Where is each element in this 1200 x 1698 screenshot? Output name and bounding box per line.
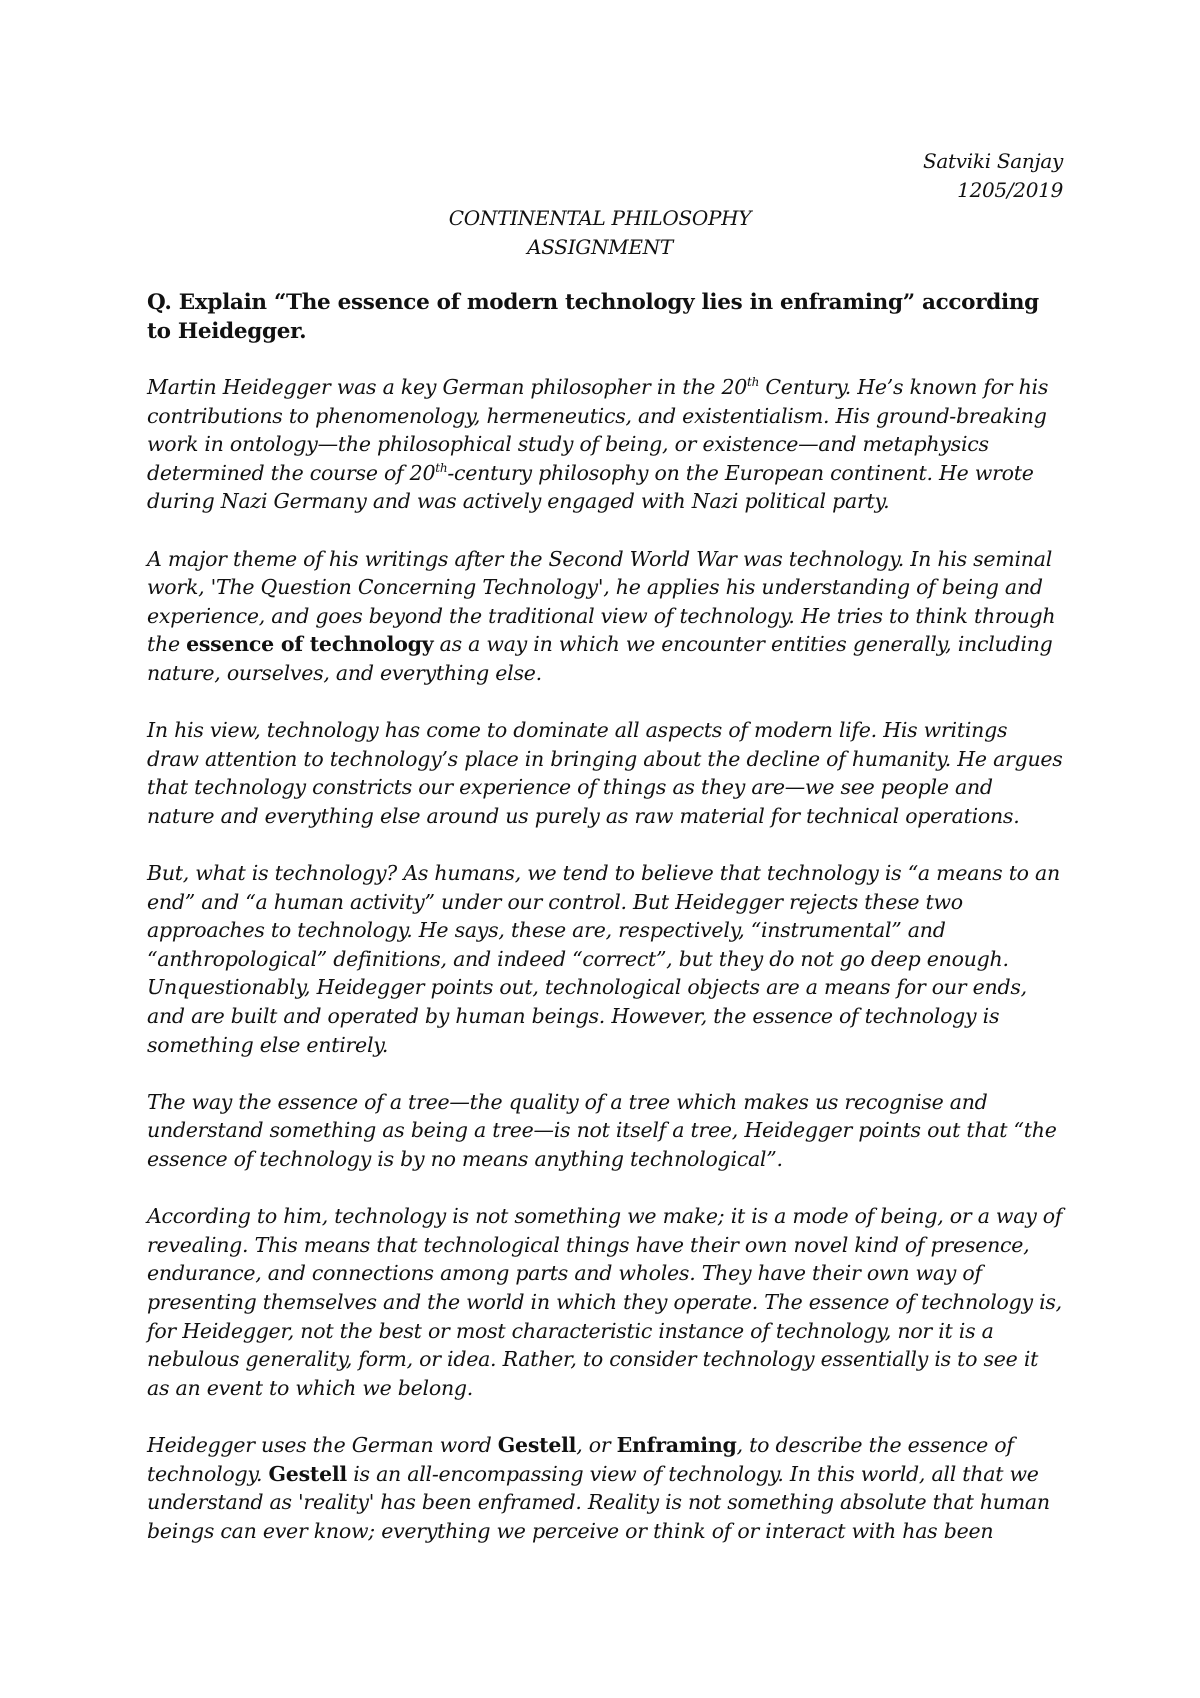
paragraph-1-text-b: Century. He’s known for his contributions to phenomenology, hermeneutics, and existentialism. His ground-breaking work in ontology—the philosophical study of being, or existence—and metaphysics determined the course of 20 [147,375,1049,485]
title-line-1: CONTINENTAL PHILOSOPHY [448,206,752,230]
paragraph-4: But, what is technology? As humans, we tend to believe that technology is “a means to an end” and “a human activity” under our control. But Heidegger rejects these two approaches to technology. He says, these are, respectively, “instrumental” and “anthropological” definitions, and indeed “correct”, but they do not go deep enough. Unquestionably, Heidegger points out, technological objects are a means for our ends, and are built and operated by human beings. However, the essence of technology is something else entirely. [147,861,1060,1057]
author-name: Satviki Sanjay [923,149,1063,173]
paragraph-6: According to him, technology is not something we make; it is a mode of being, or a way of revealing. This means that technological things have their own novel kind of presence, endurance, and connections among parts and wholes. They have their own way of presenting themselves and the world in which they operate. The essence of technology is, for Heidegger, not the best or most characteristic instance of technology, nor it is a nebulous generality, form, or idea. Rather, to consider technology essentially is to see it as an event to which we belong. [147,1204,1063,1400]
paragraph-7-text-b: , or [576,1432,617,1457]
paragraph-7-text-a: Heidegger uses the German word [147,1432,498,1457]
essay-body [147,373,1065,1574]
paragraph-2-text-a: A major theme of his writings after the Second World War was technology. In his seminal work, 'The Question Concerning Technology', he applies his understanding of being and experience, and goes beyond the traditional view of technology. He tries to think through the [147,546,1056,657]
bold-term-enframing: Enframing [616,1432,737,1457]
ordinal-suffix: th [747,375,760,390]
paragraph-1 [147,373,1065,516]
ordinal-suffix: th [435,460,448,475]
bold-term-gestell: Gestell [268,1461,347,1486]
paragraph-7-text-c: , to describe the essence of technology. [147,1432,1014,1486]
paragraph-2-text-b: as a way in which we encounter entities generally, including nature, ourselves, and everything else. [147,632,1053,685]
paragraph-7 [147,1431,1065,1545]
paragraph-1-text-a: Martin Heidegger was a key German philosopher in the 20 [147,375,748,399]
paragraph-7-text-d: is an all-encompassing view of technology. In this world, all that we understand as 'reality' has been enframed. Reality is not something absolute that human beings can ever know; everything we perceive or think of or interact with has been [147,1461,1050,1543]
paragraph-5: The way the essence of a tree—the quality of a tree which makes us recognise and understand something as being a tree—is not itself a tree, Heidegger points out that “the essence of technology is by no means anything technological”. [147,1089,1057,1172]
title-line-2: ASSIGNMENT [527,235,673,259]
bold-term-gestell: Gestell [497,1432,577,1457]
paragraph-2 [147,545,1065,688]
document-title [0,204,1200,262]
bold-term-essence-of-technology: essence of technology [186,632,434,657]
paragraph-3: In his view, technology has come to dominate all aspects of modern life. His writings draw attention to technology’s place in bringing about the decline of humanity. He argues that technology constricts our experience of things as they are—we see people and nature and everything else around us purely as raw material for technical operations. [147,718,1063,828]
roll-number: 1205/2019 [957,178,1063,202]
question-heading: Q. Explain “The essence of modern technology lies in enframing” according to Heidegger. [147,290,1039,344]
author-header [923,147,1063,205]
paragraph-1-text-c: -century philosophy on the European continent. He wrote during Nazi Germany and was actively engaged with Nazi political party. [147,460,1034,514]
